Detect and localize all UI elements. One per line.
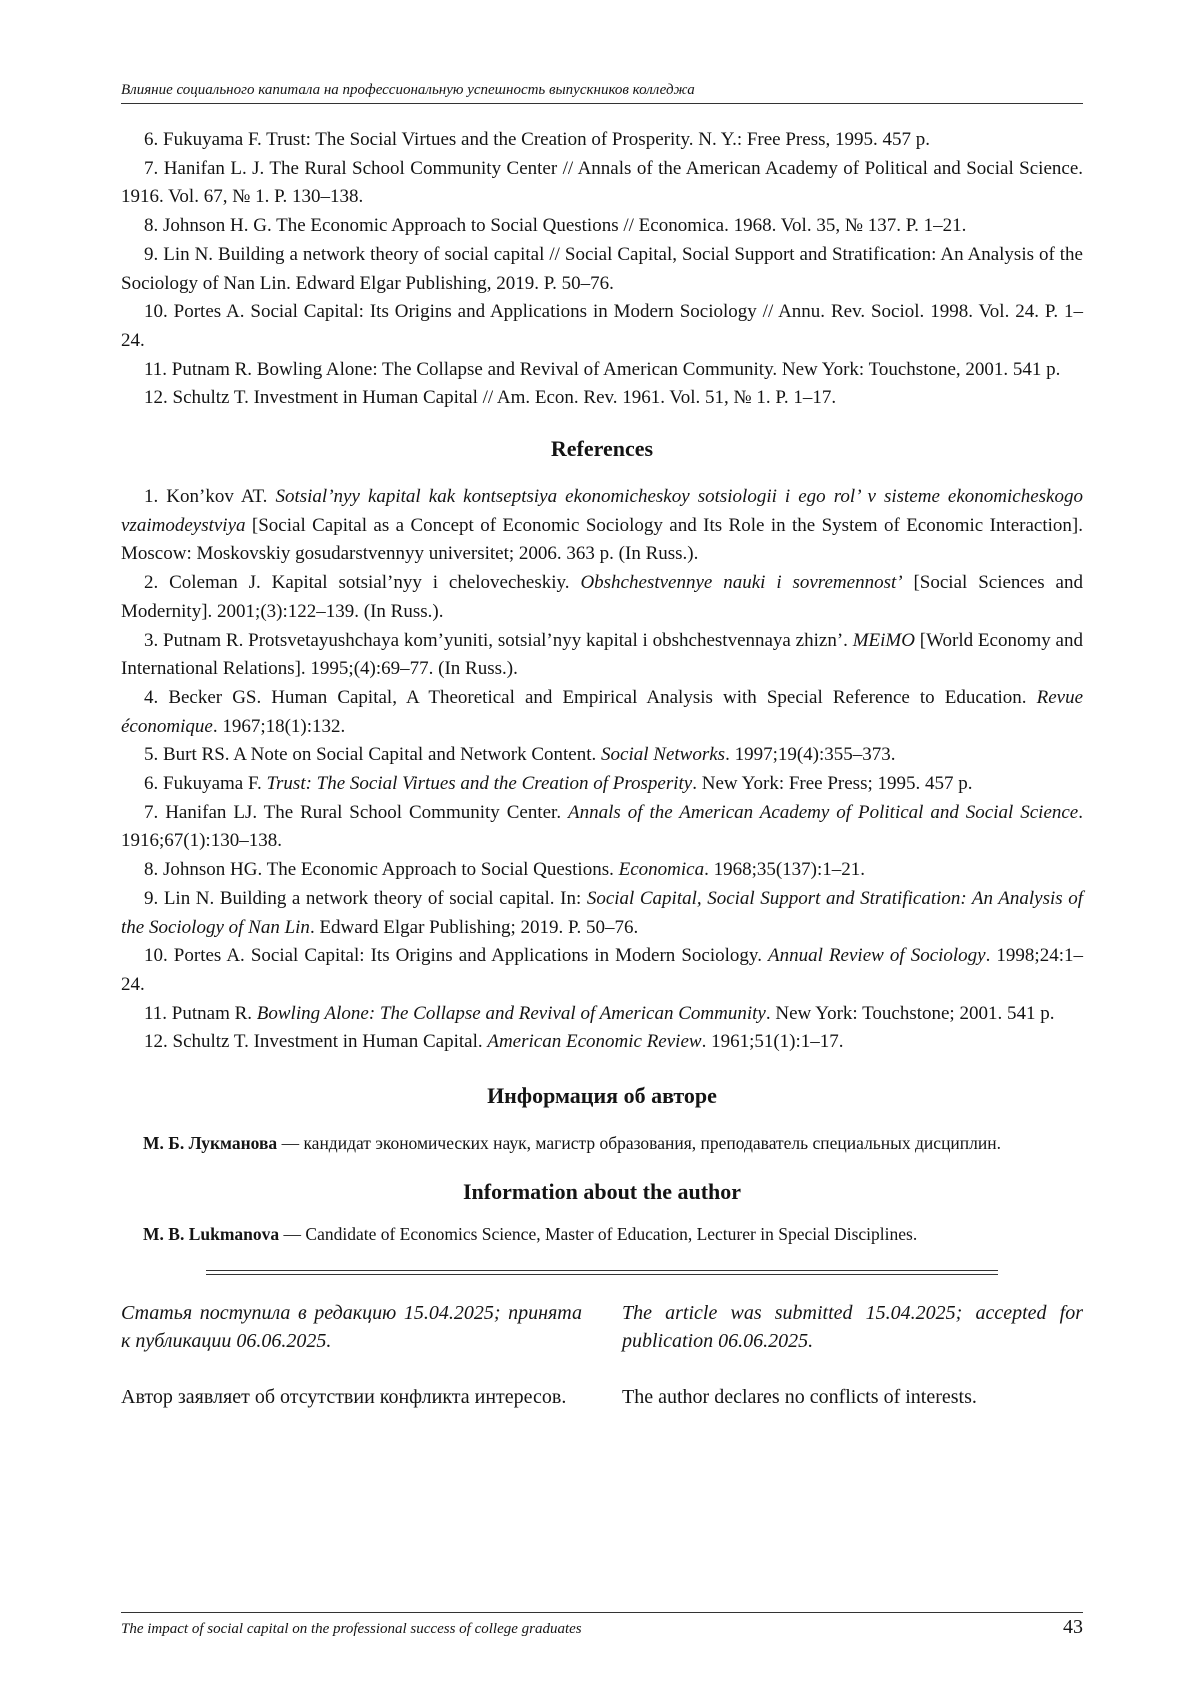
conflict-statement-en: The author declares no conflicts of interests. — [622, 1386, 977, 1409]
reference-item: 3. Putnam R. Protsvetayushchaya kom’yuniti, sotsial’nyy kapital i obshchestvennaya zhizn’. MEiMO [World Economy and International Relations]. 1995;(4):69–77. (In Russ.). — [121, 629, 1083, 680]
english-reference-list — [121, 483, 1083, 1057]
conflict-statement-ru: Автор заявляет об отсутствии конфликта интересов. — [121, 1386, 567, 1409]
author-info-heading-en: Information about the author — [462, 1179, 742, 1205]
author-info-en: M. B. Lukmanova — Candidate of Economics Science, Master of Education, Lecturer in Special Disciplines. — [143, 1224, 918, 1245]
reference-item: 5. Burt RS. A Note on Social Capital and Network Content. Social Networks. 1997;19(4):355–373. — [144, 744, 896, 766]
section-divider — [206, 1270, 998, 1275]
page-body — [121, 126, 1083, 1411]
reference-item: 9. Lin N. Building a network theory of social capital // Social Capital, Social Support and Stratification: An Analysis of the Sociology of Nan Lin. Edward Elgar Publishing, 2019. P. 50–76. — [121, 243, 1083, 294]
reference-item: 6. Fukuyama F. Trust: The Social Virtues and the Creation of Prosperity. N. Y.: Free Press, 1995. 457 p. — [144, 129, 930, 150]
submission-dates-en: The article was submitted 15.04.2025; accepted for publication 06.06.2025. — [622, 1302, 1083, 1353]
reference-item: 4. Becker GS. Human Capital, A Theoretical and Empirical Analysis with Special Reference to Education. Revue économique. 1967;18(1):132. — [121, 686, 1083, 737]
notes-column-ru — [121, 1299, 582, 1411]
article-notes — [121, 1299, 1083, 1411]
footer-title: The impact of social capital on the professional success of college graduates — [121, 1621, 582, 1637]
reference-item: 8. Johnson H. G. The Economic Approach to Social Questions // Economica. 1968. Vol. 35, № 137. P. 1–21. — [144, 215, 967, 237]
running-header: Влияние социального капитала на профессиональную успешность выпускников колледжа — [121, 80, 1083, 104]
reference-item: 12. Schultz T. Investment in Human Capital. American Economic Review. 1961;51(1):1–17. — [144, 1031, 844, 1053]
author-info-heading-ru: Информация об авторе — [487, 1083, 717, 1109]
notes-column-en — [622, 1299, 1083, 1411]
reference-item: 10. Portes A. Social Capital: Its Origins and Applications in Modern Sociology // Annu. Rev. Sociol. 1998. Vol. 24. P. 1–24. — [121, 301, 1083, 351]
reference-item: 11. Putnam R. Bowling Alone: The Collapse and Revival of American Community. New York: Touchstone; 2001. 541 p. — [144, 1002, 1055, 1024]
reference-item: 1. Kon’kov AT. Sotsial’nyy kapital kak kontseptsiya ekonomicheskoy sotsiologii i ego rol’ v sisteme ekonomicheskogo vzaimodeystviya [Social Capital as a Concept of Economic Sociology and Its Role in the System of Economic Interaction]. Moscow: Moskovskiy gosudarstvennyy universitet; 2006. 363 p. (In Russ.). — [121, 486, 1083, 565]
author-info-ru: М. Б. Лукманова — кандидат экономических наук, магистр образования, преподаватель специальных дисциплин. — [143, 1133, 1002, 1154]
reference-item: 11. Putnam R. Bowling Alone: The Collapse and Revival of American Community. New York: Touchstone, 2001. 541 p. — [144, 358, 1061, 380]
reference-item: 9. Lin N. Building a network theory of social capital. In: Social Capital, Social Support and Stratification: An Analysis of the Sociology of Nan Lin. Edward Elgar Publishing; 2019. P. 50–76. — [121, 887, 1084, 938]
page-number: 43 — [1063, 1616, 1083, 1638]
reference-item: 6. Fukuyama F. Trust: The Social Virtues and the Creation of Prosperity. New York: Free Press; 1995. 457 p. — [144, 773, 973, 795]
reference-item: 10. Portes A. Social Capital: Its Origins and Applications in Modern Sociology. Annual Review of Sociology. 1998;24:1–24. — [121, 945, 1083, 995]
author-name-en: M. B. Lukmanova — [143, 1224, 280, 1245]
russian-reference-list — [121, 126, 1083, 413]
reference-item: 7. Hanifan LJ. The Rural School Community Center. Annals of the American Academy of Political and Social Science. 1916;67(1):130–138. — [121, 801, 1083, 852]
reference-item: 2. Coleman J. Kapital sotsial’nyy i chelovecheskiy. Obshchestvennye nauki i sovremennost’ [Social Sciences and Modernity]. 2001;(3):122–139. (In Russ.). — [121, 572, 1083, 622]
submission-dates-ru: Статья поступила в редакцию 15.04.2025; принята к публикации 06.06.2025. — [121, 1302, 582, 1353]
references-heading: References — [550, 436, 654, 462]
reference-item: 12. Schultz T. Investment in Human Capital // Am. Econ. Rev. 1961. Vol. 51, № 1. P. 1–17. — [144, 387, 837, 409]
page-footer — [121, 1612, 1083, 1638]
author-name-ru: М. Б. Лукманова — [143, 1133, 278, 1154]
reference-item: 8. Johnson HG. The Economic Approach to Social Questions. Economica. 1968;35(137):1–21. — [144, 859, 866, 881]
reference-item: 7. Hanifan L. J. The Rural School Community Center // Annals of the American Academy of Political and Social Science. 1916. Vol. 67, № 1. P. 130–138. — [121, 157, 1083, 208]
